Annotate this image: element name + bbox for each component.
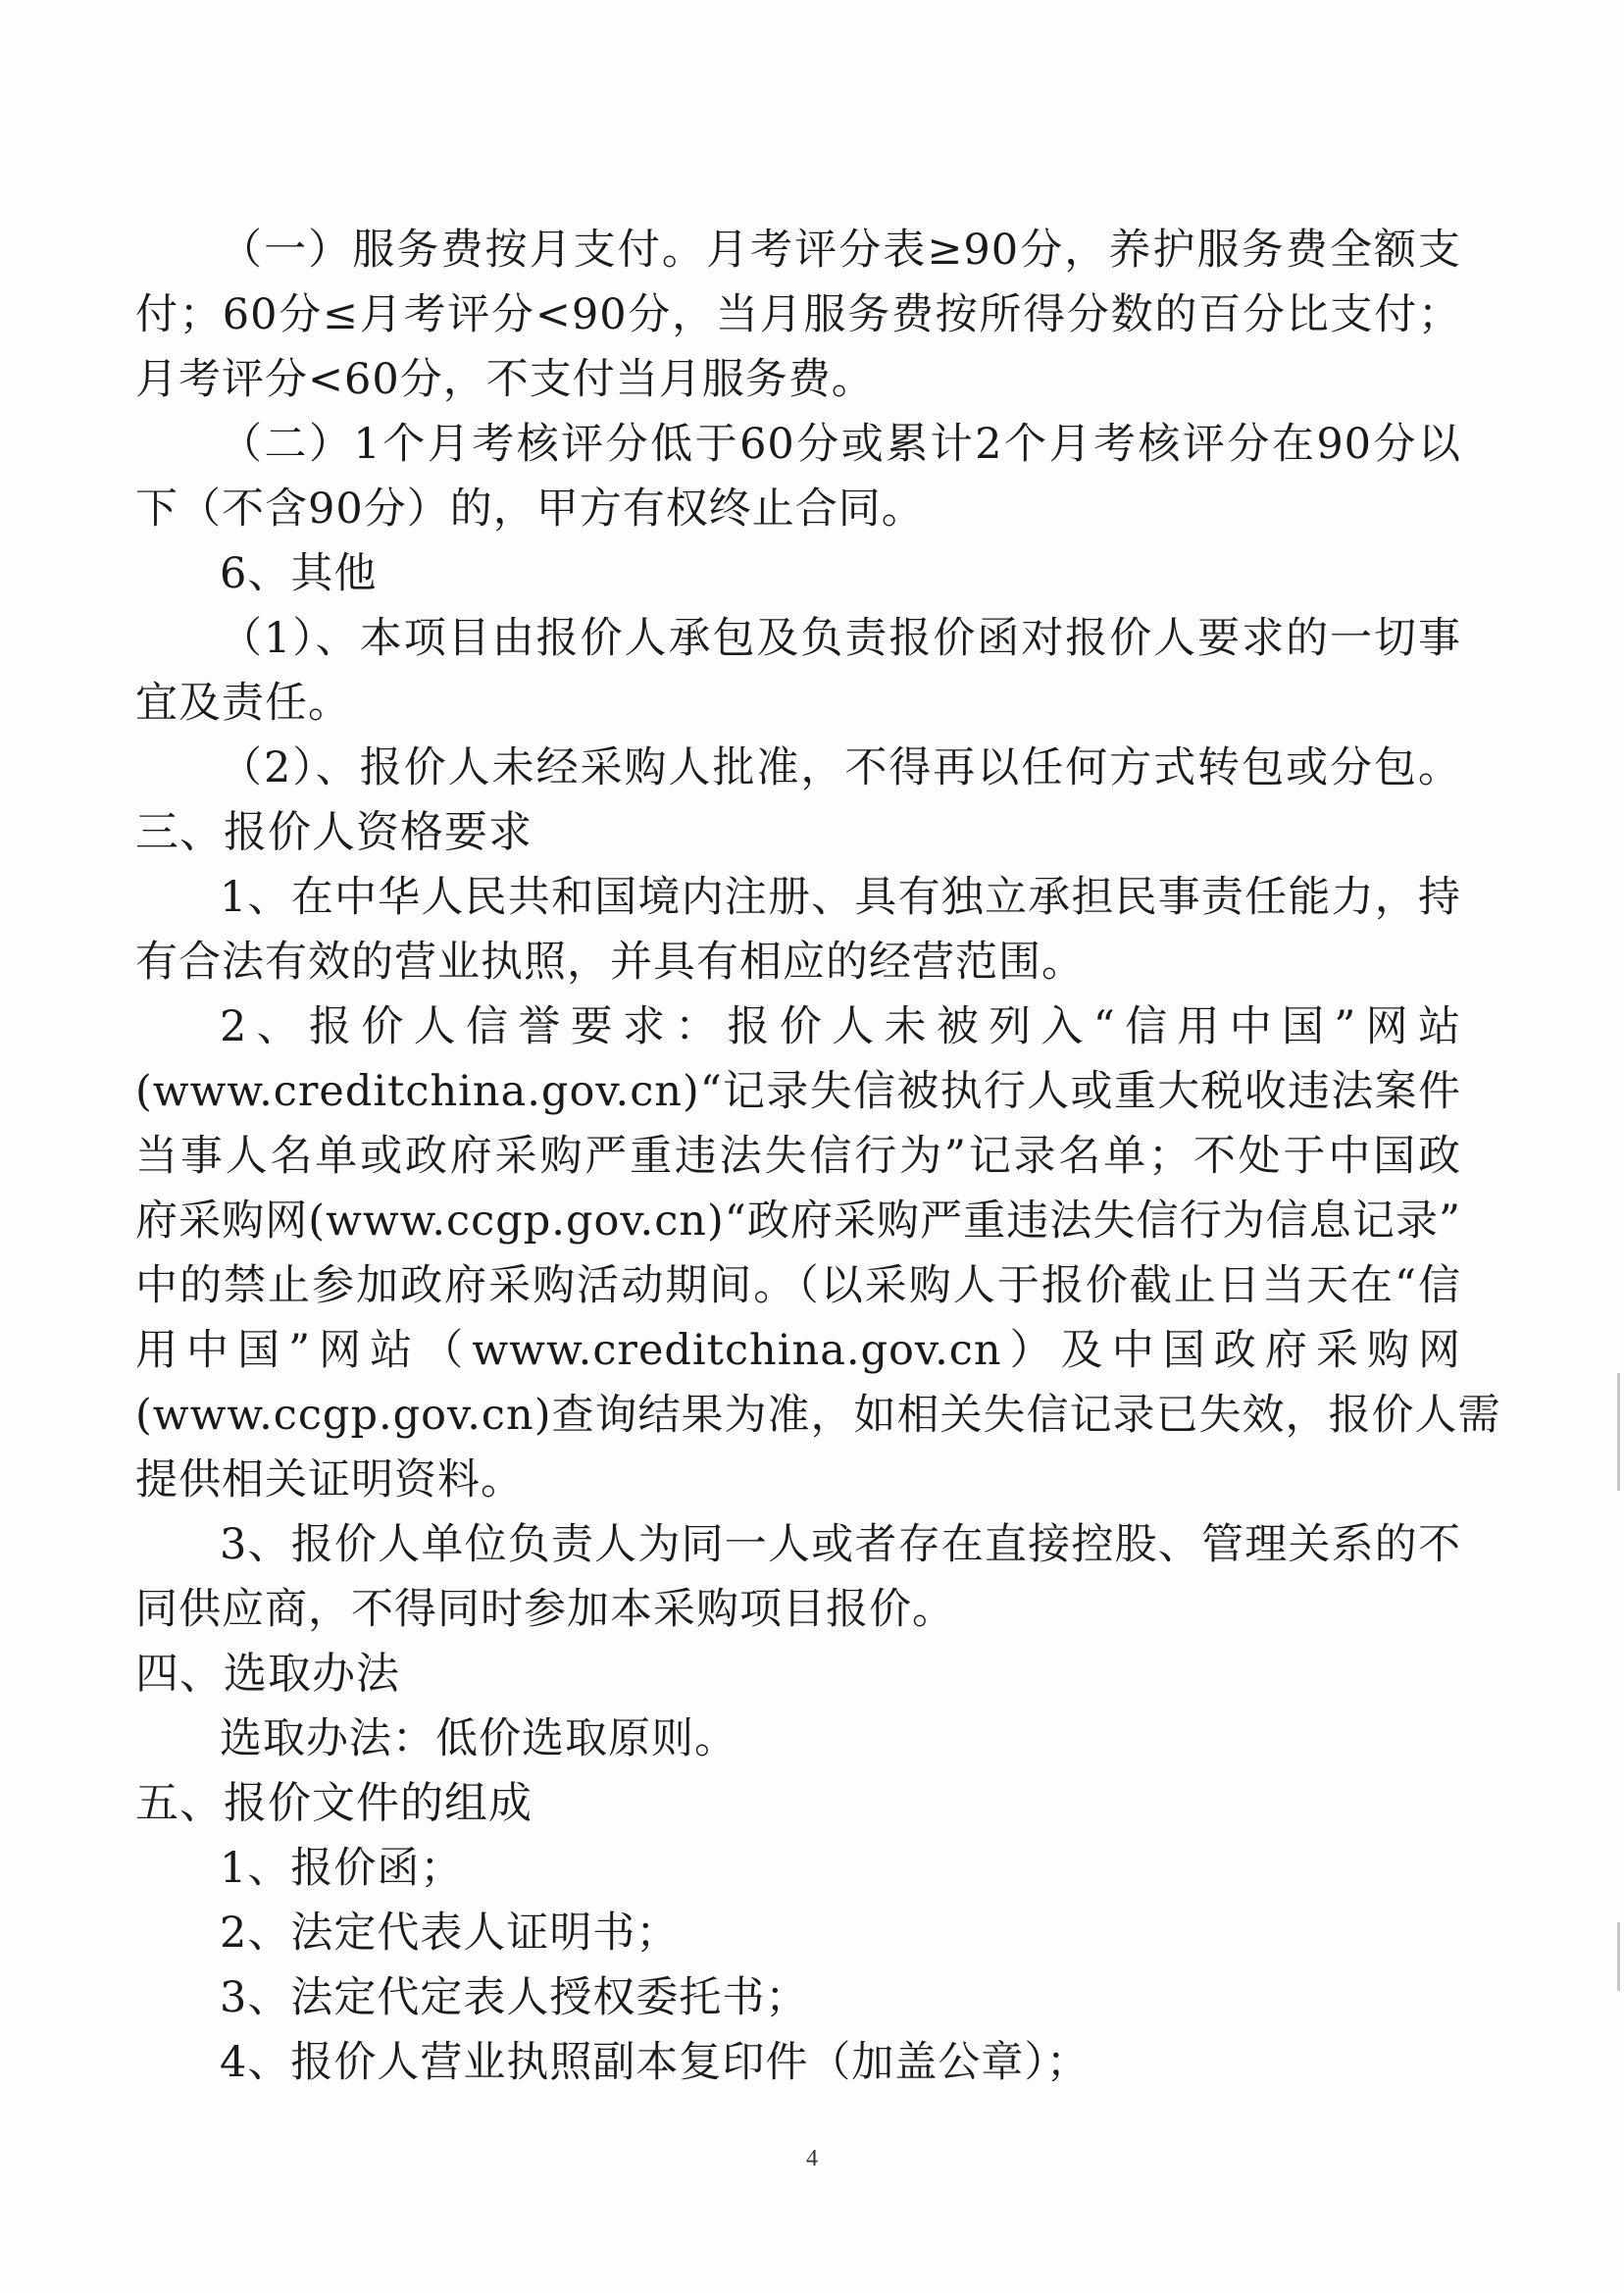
text-line: 2、法定代表人证明书； xyxy=(220,1909,680,1958)
page-number: 4 xyxy=(806,2146,818,2171)
text-line: (www.ccgp.gov.cn)查询结果为准，如相关失信记录已失效，报价人需 xyxy=(135,1391,1501,1440)
section-heading: 三、报价人资格要求 xyxy=(135,807,533,857)
text-line: 月考评分<60分，不支付当月服务费。 xyxy=(135,355,875,404)
text-line: 3、报价人单位负责人为同一人或者存在直接控股、管理关系的不 xyxy=(220,1520,1461,1569)
text-line: 用中国”网站（www.creditchina.gov.cn）及中国政府采购网 xyxy=(135,1326,1461,1375)
text-line: (www.creditchina.gov.cn)“记录失信被执行人或重大税收违法案件 xyxy=(135,1067,1461,1116)
text-line: 宜及责任。 xyxy=(135,679,351,728)
scan-edge-mark xyxy=(1617,1922,1620,1991)
text-line: （二）1个月考核评分低于60分或累计2个月考核评分在90分以 xyxy=(220,420,1461,469)
text-line: 3、法定代定表人授权委托书； xyxy=(220,1973,809,2022)
text-line: 付；60分≤月考评分<90分，当月服务费按所得分数的百分比支付； xyxy=(135,290,1461,339)
text-line: （一）服务费按月支付。月考评分表≥90分，养护服务费全额支 xyxy=(220,226,1461,275)
document-body xyxy=(135,218,1501,2095)
text-line: 府采购网(www.ccgp.gov.cn)“政府采购严重违法失信行为信息记录” xyxy=(135,1197,1461,1246)
text-line: 选取办法：低价选取原则。 xyxy=(220,1714,737,1763)
text-line: 当事人名单或政府采购严重违法失信行为”记录名单；不处于中国政 xyxy=(135,1132,1461,1181)
text-line: 2、报价人信誉要求：报价人未被列入“信用中国”网站 xyxy=(220,1002,1461,1051)
text-line: （2）、报价人未经采购人批准，不得再以任何方式转包或分包。 xyxy=(220,743,1461,792)
scan-edge-mark xyxy=(1617,1373,1620,1491)
text-line: 1、报价函； xyxy=(220,1844,464,1893)
text-line: 1、在中华人民共和国境内注册、具有独立承担民事责任能力，持 xyxy=(220,873,1461,922)
section-heading: 四、选取办法 xyxy=(135,1649,400,1699)
text-line: 同供应商，不得同时参加本采购项目报价。 xyxy=(135,1585,955,1634)
text-line: 4、报价人营业执照副本复印件（加盖公章）； xyxy=(220,2038,1090,2087)
text-line: 中的禁止参加政府采购活动期间。（以采购人于报价截止日当天在“信 xyxy=(135,1261,1461,1310)
text-line: 有合法有效的营业执照，并具有相应的经营范围。 xyxy=(135,938,1085,987)
text-line: 6、其他 xyxy=(220,549,378,598)
section-heading: 五、报价文件的组成 xyxy=(135,1778,533,1828)
text-line: （1）、本项目由报价人承包及负责报价函对报价人要求的一切事 xyxy=(220,614,1461,663)
text-line: 提供相关证明资料。 xyxy=(135,1455,524,1504)
text-line: 下（不含90分）的，甲方有权终止合同。 xyxy=(135,484,925,534)
